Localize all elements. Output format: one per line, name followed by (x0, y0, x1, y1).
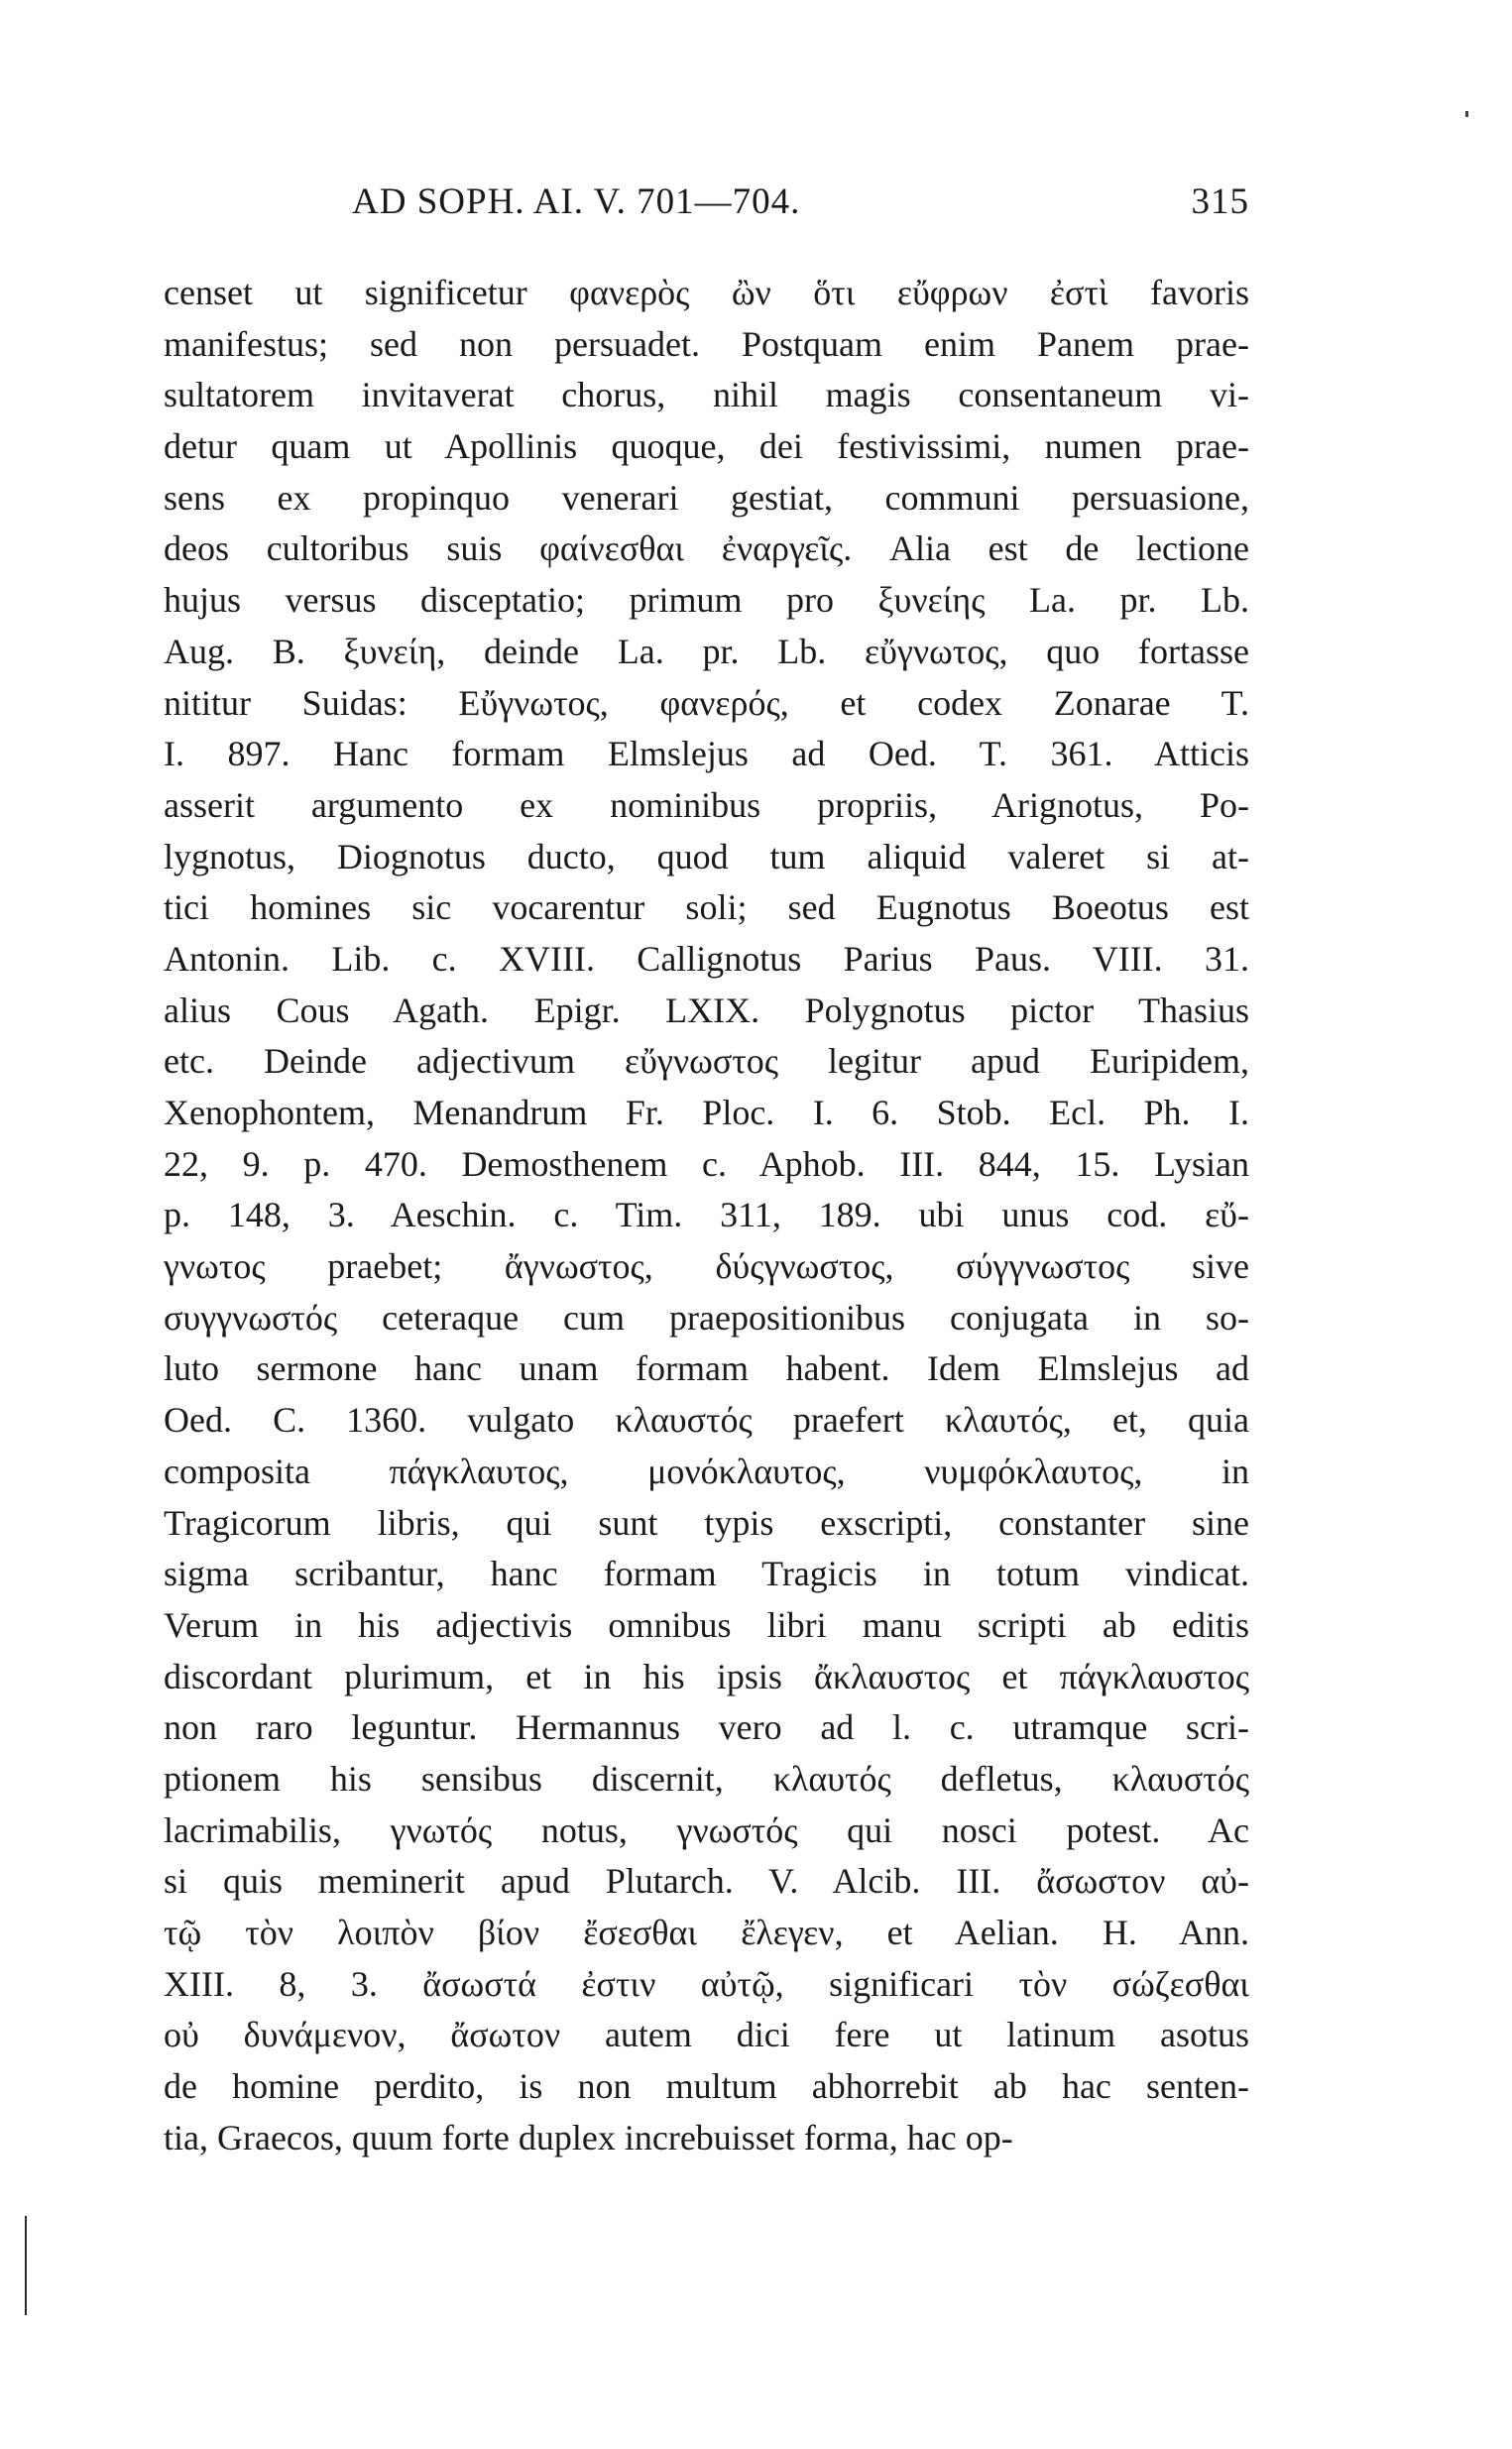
body-text (164, 268, 1249, 2163)
margin-rule (25, 2216, 27, 2315)
text-line: si quis meminerit apud Plutarch. V. Alcib. III. ἄσωστον αὐ- (164, 1861, 1249, 1902)
text-line: manifestus; sed non persuadet. Postquam enim Panem prae- (164, 323, 1249, 364)
text-line: alius Cous Agath. Epigr. LXIX. Polygnotus pictor Thasius (164, 990, 1249, 1030)
text-line: censet ut significetur φανερὸς ὢν ὅτι εὔφρων ἐστὶ favoris (164, 273, 1249, 312)
text-line: hujus versus disceptatio; primum pro ξυνείης La. pr. Lb. (164, 580, 1249, 621)
running-head (164, 180, 1249, 240)
text-line: sens ex propinquo venerari gestiat, communi persuasione, (164, 477, 1249, 518)
text-line: XIII. 8, 3. ἄσωστά ἐστιν αὐτῷ, significari τὸν σώζεσθαι (164, 1963, 1249, 2004)
text-line: lacrimabilis, γνωτός notus, γνωστός qui nosci potest. Ac (164, 1809, 1249, 1850)
text-line: Tragicorum libris, qui sunt typis exscripti, constanter sine (164, 1502, 1249, 1543)
text-line: de homine perdito, is non multum abhorrebit ab hac senten- (164, 2066, 1249, 2107)
text-line: Verum in his adjectivis omnibus libri manu scripti ab editis (164, 1604, 1249, 1645)
page-number: 315 (1191, 181, 1249, 222)
text-line: 22, 9. p. 470. Demosthenem c. Aphob. III. 844, 15. Lysian (164, 1143, 1249, 1184)
text-line: sultatorem invitaverat chorus, nihil magis consentaneum vi- (164, 375, 1249, 415)
scan-speck (1465, 111, 1468, 117)
text-line: Antonin. Lib. c. XVIII. Callignotus Parius Paus. VIII. 31. (164, 938, 1249, 979)
text-line: γνωτος praebet; ἄγνωστος, δύςγνωστος, σύγγνωστος sive (164, 1246, 1249, 1287)
text-line: luto sermone hanc unam formam habent. Idem Elmslejus ad (164, 1348, 1249, 1389)
text-line: nititur Suidas: Εὔγνωτος, φανερός, et codex Zonarae T. (164, 682, 1249, 723)
text-line: Aug. B. ξυνείη, deinde La. pr. Lb. εὔγνωτος, quo fortasse (164, 631, 1249, 671)
text-line: τῷ τὸν λοιπὸν βίον ἔσεσθαι ἔλεγεν, et Aelian. H. Ann. (164, 1913, 1249, 1952)
text-line: συγγνωστός ceteraque cum praepositionibus conjugata in so- (164, 1297, 1249, 1338)
text-line: tici homines sic vocarentur soli; sed Eugnotus Boeotus est (164, 887, 1249, 928)
text-line: discordant plurimum, et in his ipsis ἄκλαυστος et πάγκλαυστος (164, 1656, 1249, 1696)
text-line: lygnotus, Diognotus ducto, quod tum aliquid valeret si at- (164, 836, 1249, 876)
running-title: AD SOPH. AI. V. 701—704. (352, 181, 801, 222)
text-line: Xenophontem, Menandrum Fr. Ploc. I. 6. Stob. Ecl. Ph. I. (164, 1093, 1249, 1132)
text-line: p. 148, 3. Aeschin. c. Tim. 311, 189. ubi unus cod. εὔ- (164, 1195, 1249, 1235)
text-line: non raro leguntur. Hermannus vero ad l. c. utramque scri- (164, 1707, 1249, 1748)
text-line: ptionem his sensibus discernit, κλαυτός defletus, κλαυστός (164, 1758, 1249, 1799)
text-line: asserit argumento ex nominibus propriis, Arignotus, Po- (164, 784, 1249, 825)
text-line: etc. Deinde adjectivum εὔγνωστος legitur apud Euripidem, (164, 1041, 1249, 1082)
text-line: tia, Graecos, quum forte duplex increbuisset forma, hac op- (164, 2117, 1013, 2157)
text-line: οὐ δυνάμενον, ἄσωτον autem dici fere ut latinum asotus (164, 2015, 1249, 2055)
text-line: sigma scribantur, hanc formam Tragicis in totum vindicat. (164, 1554, 1249, 1594)
text-line: composita πάγκλαυτος, μονόκλαυτος, νυμφόκλαυτος, in (164, 1451, 1249, 1491)
text-line: detur quam ut Apollinis quoque, dei festivissimi, numen prae- (164, 426, 1249, 467)
text-line: I. 897. Hanc formam Elmslejus ad Oed. T. 361. Atticis (164, 734, 1249, 774)
text-line: Oed. C. 1360. vulgato κλαυστός praefert κλαυτός, et, quia (164, 1400, 1249, 1441)
text-line: deos cultoribus suis φαίνεσθαι ἐναργεῖς. Alia est de lectione (164, 528, 1249, 569)
